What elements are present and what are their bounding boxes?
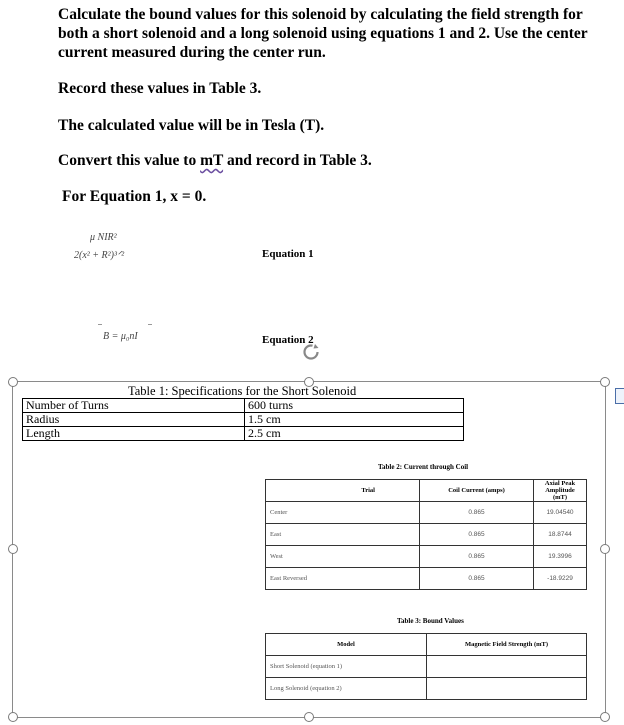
- table-header-row: [266, 480, 587, 502]
- table-row: [23, 413, 464, 427]
- resize-handle-left[interactable]: [8, 544, 18, 554]
- table-cell[interactable]: 18.8744: [534, 524, 587, 546]
- layout-options-icon[interactable]: [615, 388, 624, 404]
- formula-artifact: [98, 324, 102, 325]
- table3: [265, 633, 587, 700]
- table-row: [266, 524, 587, 546]
- resize-handle-top-left[interactable]: [8, 377, 18, 387]
- table-cell[interactable]: 0.865: [420, 568, 534, 590]
- instruction-record: Record these values in Table 3.: [58, 80, 262, 97]
- convert-prefix: Convert this value to: [58, 152, 201, 169]
- equation2-label: Equation 2: [262, 334, 314, 346]
- table-cell[interactable]: 19.3996: [534, 546, 587, 568]
- table-cell[interactable]: Radius: [23, 413, 245, 427]
- table-row: [266, 568, 587, 590]
- table-cell[interactable]: 0.865: [420, 524, 534, 546]
- table3-caption: Table 3: Bound Values: [397, 617, 464, 625]
- table-header-cell[interactable]: Trial: [266, 480, 420, 502]
- table-cell[interactable]: Short Solenoid (equation 1): [266, 656, 427, 678]
- resize-handle-bottom-left[interactable]: [8, 712, 18, 722]
- table-header-row: [266, 634, 587, 656]
- table-cell[interactable]: 600 turns: [245, 399, 464, 413]
- equation1-numerator: μ NIR²: [90, 232, 117, 243]
- table-header-cell[interactable]: Magnetic Field Strength (mT): [427, 634, 587, 656]
- spellcheck-word[interactable]: mT: [200, 152, 224, 169]
- table-row: [266, 502, 587, 524]
- table-cell[interactable]: [427, 656, 587, 678]
- table-cell[interactable]: [427, 678, 587, 700]
- table-cell[interactable]: 19.04540: [534, 502, 587, 524]
- table1: [22, 398, 464, 441]
- instruction-intro: Calculate the bound values for this solenoid by calculating the field strength for both a short solenoid and a long solenoid using equations 1 and 2. Use the center current measured during the center run.: [58, 6, 588, 61]
- table-row: [266, 656, 587, 678]
- table-cell[interactable]: 1.5 cm: [245, 413, 464, 427]
- table-header-cell[interactable]: Axial Peak Amplitude (mT): [534, 480, 587, 502]
- table-row: [23, 427, 464, 441]
- table-header-cell[interactable]: Coil Current (amps): [420, 480, 534, 502]
- table-cell[interactable]: Center: [266, 502, 420, 524]
- rotate-handle-icon[interactable]: [301, 342, 321, 362]
- table-cell[interactable]: West: [266, 546, 420, 568]
- table2-caption: Table 2: Current through Coil: [378, 463, 469, 471]
- equation1-note: For Equation 1, x = 0.: [62, 188, 207, 205]
- table-cell[interactable]: 0.865: [420, 502, 534, 524]
- equation1-formula[interactable]: [74, 232, 164, 272]
- equation2-formula[interactable]: B = μ₀nI: [103, 331, 138, 342]
- table-cell[interactable]: -18.9229: [534, 568, 587, 590]
- instruction-tesla: The calculated value will be in Tesla (T).: [58, 117, 325, 134]
- resize-handle-right[interactable]: [600, 544, 610, 554]
- table-cell[interactable]: East Reversed: [266, 568, 420, 590]
- convert-suffix: and record in Table 3.: [223, 152, 372, 169]
- formula-artifact: [148, 324, 152, 325]
- table-cell[interactable]: Length: [23, 427, 245, 441]
- resize-handle-bottom-right[interactable]: [600, 712, 610, 722]
- table1-caption: Table 1: Specifications for the Short Solenoid: [128, 384, 357, 398]
- equation1-label: Equation 1: [262, 248, 314, 260]
- table-row: [23, 399, 464, 413]
- table2: [265, 479, 587, 590]
- table-cell[interactable]: East: [266, 524, 420, 546]
- table-cell[interactable]: 2.5 cm: [245, 427, 464, 441]
- resize-handle-top-right[interactable]: [600, 377, 610, 387]
- instruction-convert: [58, 151, 372, 170]
- table-row: [266, 546, 587, 568]
- equation1-denominator: 2(x² + R²)³ᐟ²: [74, 250, 125, 261]
- table-cell[interactable]: Long Solenoid (equation 2): [266, 678, 427, 700]
- table-row: [266, 678, 587, 700]
- resize-handle-bottom[interactable]: [304, 712, 314, 722]
- table-cell[interactable]: 0.865: [420, 546, 534, 568]
- table-cell[interactable]: Number of Turns: [23, 399, 245, 413]
- table-header-cell[interactable]: Model: [266, 634, 427, 656]
